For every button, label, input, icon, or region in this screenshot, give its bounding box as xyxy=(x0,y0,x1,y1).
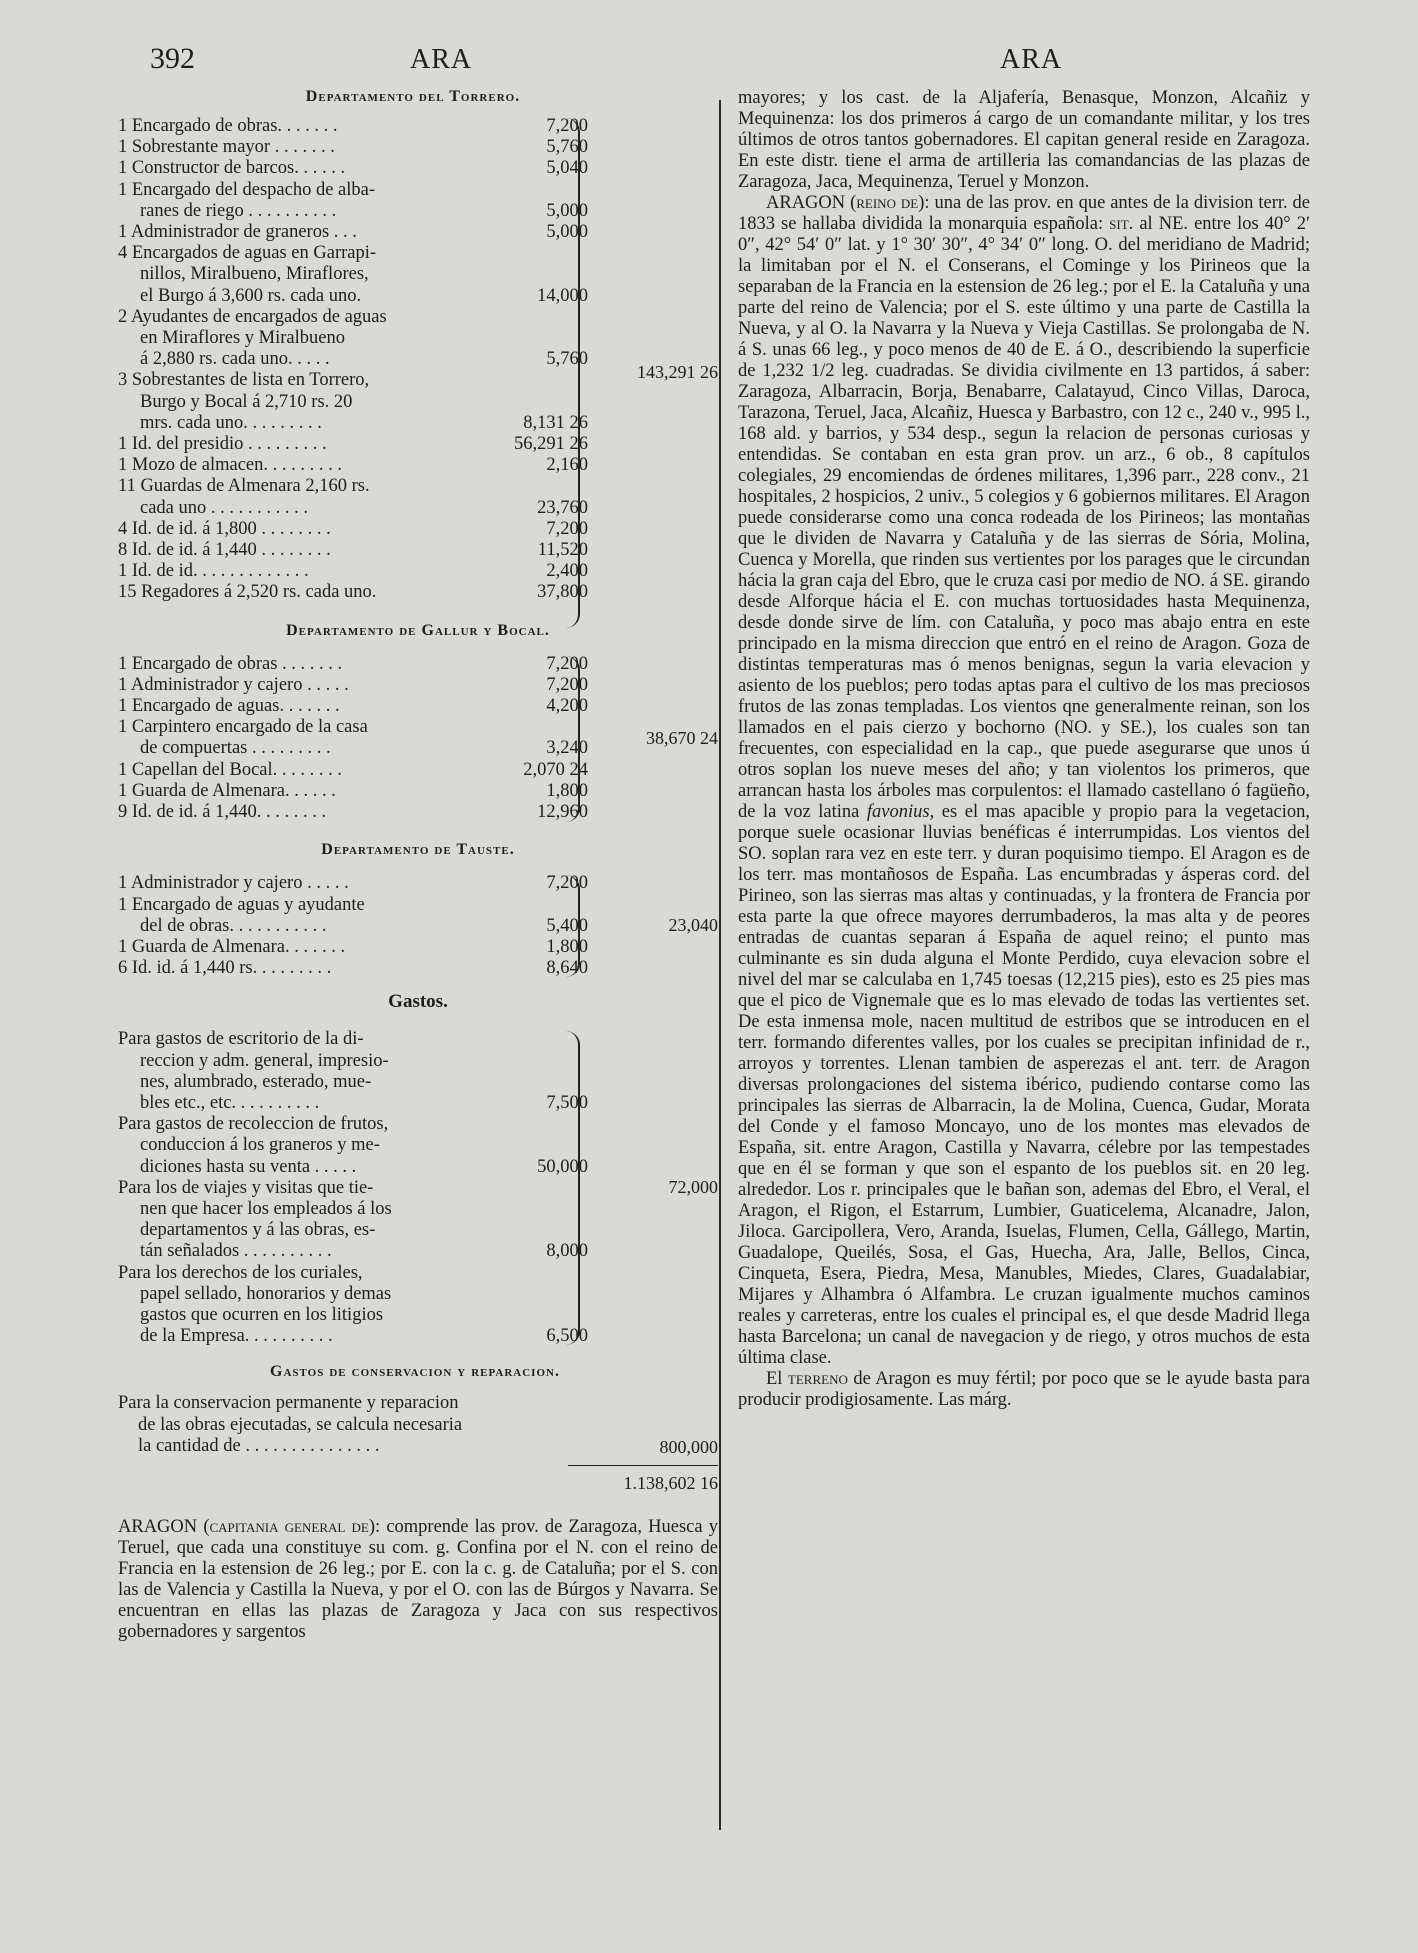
ledger-row-text: 3 Sobrestantes de lista en Torrero, xyxy=(118,370,370,391)
ledger-row-text: 1 Administrador y cajero . . . . . xyxy=(118,873,349,894)
ledger-row xyxy=(118,582,588,603)
ledger-row-text: Para gastos de escritorio de la di- xyxy=(118,1029,364,1050)
ledger-row-amount: 5,040 xyxy=(546,158,588,179)
ledger-row-amount: 14,000 xyxy=(537,285,588,306)
ledger-row-amount: 2,160 xyxy=(546,455,588,476)
terreno-paragraph xyxy=(738,1369,1310,1411)
conservacion-title: Gastos de conservacion y reparacion. xyxy=(270,1363,560,1381)
conservacion-line: Para la conservacion permanente y reparacion xyxy=(118,1393,459,1414)
ledger-row xyxy=(118,243,588,264)
ledger-row-amount: 8,640 xyxy=(546,958,588,979)
ledger-row-amount: 56,291 26 xyxy=(514,434,588,455)
ledger-row-text: 1 Sobrestante mayor . . . . . . . xyxy=(118,137,335,158)
gallur-brace xyxy=(562,656,580,822)
ledger-row-text: 1 Capellan del Bocal. . . . . . . . xyxy=(118,759,343,780)
ledger-row xyxy=(118,1093,588,1114)
ledger-row-amount: 7,200 xyxy=(546,116,588,136)
ledger-row-amount: 7,500 xyxy=(546,1092,588,1113)
ledger-row-amount: 5,400 xyxy=(546,915,588,936)
ledger-row xyxy=(118,1199,588,1220)
gastos-brace xyxy=(562,1031,580,1345)
ledger-row-amount: 5,760 xyxy=(546,137,588,158)
terreno-term: terreno xyxy=(787,1369,848,1389)
favonius-word: favonius xyxy=(866,802,930,822)
conservacion-line: la cantidad de . . . . . . . . . . . . . . . xyxy=(138,1435,380,1456)
ledger-row-amount: 6,500 xyxy=(546,1326,588,1347)
torrero-rows xyxy=(118,116,588,604)
grand-total: 1.138,602 16 xyxy=(623,1473,718,1494)
ledger-row-amount: 8,000 xyxy=(546,1241,588,1262)
ledger-row-text: nen que hacer los empleados á los xyxy=(140,1198,392,1219)
ledger-row xyxy=(118,286,588,307)
ledger-row-text: 1 Id. de id. . . . . . . . . . . . . xyxy=(118,561,309,582)
ledger-row-amount: 2,070 24 xyxy=(523,759,588,780)
ledger-row xyxy=(118,476,588,497)
ledger-row xyxy=(118,307,588,328)
ledger-row-text: 1 Guarda de Almenara. . . . . . . xyxy=(118,936,346,957)
ledger-row-amount: 7,200 xyxy=(546,873,588,894)
ledger-row-text: conduccion á los graneros y me- xyxy=(140,1135,380,1156)
ledger-row-text: tán señalados . . . . . . . . . . xyxy=(140,1241,332,1262)
reino-qualifier: (reino de): xyxy=(850,193,930,213)
ledger-row xyxy=(118,349,588,370)
ledger-row-amount: 2,400 xyxy=(546,561,588,582)
reino-text-b: al NE. entre los 40° 2′ 0″, 42° 54′ 0″ lat. y 1° 30′ 30″, 4° 34′ 0″ long. O. del meridiano de Madrid; la limitaban por el N. el Conserans, el Cominge y los Pirineos que la separaban de la Francia en la estension de 26 leg.; por el E. la Cataluña y una parte del reino de Valencia; por el S. este último y una parte de Castilla la Nueva, y al O. la Navarra y la Nueva y Vieja Castillas. Se prolongaba de N. á S. unas 66 leg., y poco menos de 40 de E. á O., describiendo la superficie de 1,232 1/2 leg. cuadradas. Se dividia civilmente en 13 partidos, á saber: Zaragoza, Albarracin, Borja, Benabarre, Calatayud, Cinco Villas, Daroca, Tarazona, Teruel, Jaca, Alcañiz, Huesca y Barbastro, con 12 c., 240 v., 995 l., 168 ald. y barrios, y 534 desp., segun la relacion de personas curiosas y entendidas. Se contaban en esta gran prov. un arz., 6 ob., 8 capítulos colegiales, 29 encomiendas de órdenes militares, 1,396 parr., 228 conv., 21 hospitales, 2 hospicios, 2 univ., 5 colegios y 6 gobiernos militares. El Aragon puede considerarse como una conca rodeada de los Pirineos; las montañas que le dividen de Navarra y Cataluña y de las sierras de Sória, Molina, Cuenca y Morella, que rinden sus vertientes por los parages que le circundan hácia la gran caja del Ebro, que le cruza casi por medio de NO. á SE. girando desde Alforque hácia el E. con muchas tortuosidades hasta Mequinenza, desde donde sirve de lím. con Cataluña, y poco mas abajo entra en este principado en la misma direccion que entró en el reino de Aragon. Goza de distintas temperaturas mas ó menos benignas, segun la varia elevacion y asiento de los pueblos; pero todas aptas para el cultivo de los mas preciosos frutos de las zonas templadas. Los vientos qne generalmente reinan, son los llamados en el pais cierzo y bochorno (NO. y SE.), los cuales son tan frecuentes, con especialidad en la cap., que puede asegurarse que unos ú otros soplan los nueve meses del año; y tan violentos los primeros, que arrancan hasta los árboles mas corpulentos: el llamado castellano ó fagüeño, de la voz latina xyxy=(738,214,1310,822)
ledger-row xyxy=(118,158,588,179)
ledger-row xyxy=(118,781,588,802)
ledger-row-text: 1 Administrador de graneros . . . xyxy=(118,222,357,243)
ledger-row xyxy=(118,1178,588,1199)
ledger-row-text: 4 Encargados de aguas en Garrapi- xyxy=(118,243,377,264)
ledger-row xyxy=(118,738,588,759)
ledger-row-text: 1 Guarda de Almenara. . . . . . xyxy=(118,780,336,801)
gastos-rows xyxy=(118,1029,588,1347)
ledger-row-text: gastos que ocurren en los litigios xyxy=(140,1304,384,1325)
ledger-row xyxy=(118,540,588,561)
ledger-row xyxy=(118,413,588,434)
reino-text-c: , es el mas apacible y propio para la vegetacion, porque suele ocasionar lluvias benéficas é interrumpidas. Los vientos del SO. soplan rara vez en este terr. y duran poquisimo tiempo. El Aragon es de los terr. mas montañosos de España. Las encumbradas y ásperas cord. del Pirineo, son las sierras mas altas y continuadas, y la frontera de Francia por esta parte la que ofrece mayores derrumbaderos, la mas alta y de peores entradas de cuantas separan á España de aquel reino; el punto mas culminante es sin duda alguna el Monte Perdido, cuya elevacion sobre el nivel del mar se calculaba en 1,745 toesas (12,215 pies), esto es 25 pies mas que el pico de Vignemale que es lo mas elevado de todas las vertientes set. De esta inmensa mole, nacen multitud de estribos que se introducen en el terr. formando diferentes valles, por los cuales se precipitan infinidad de r., arroyos y torrentes. Llenan tambien de asperezas el ant. terr. de Aragon diversas prolongaciones del sistema ibérico, pudiendo contarse como las principales las sierras de Albarracin, la de Molina, Cuenca, Gudar, Morata del Conde y el famoso Moncayo, uno de los montes mas elevados de España, sit. entre Aragon, Castilla y Navarra, célebre por las tempestades que en él se forman y que son el espanto de los pueblos sit. en 20 leg. alrededor. Los r. principales que le bañan son, ademas del Ebro, el Veral, el Aragon, el Rigon, el Estarrum, Lumbier, Guaticelema, Alcanadre, Jalon, Jiloca. Garcipollera, Vero, Aranda, Isuelas, Flumen, Cella, Gállego, Martin, Guadalope, Queilés, Sosa, el Gas, Huecha, Ara, Jalle, Bellos, Cinca, Cinqueta, Esera, Piedra, Mesa, Manubles, Miedes, Clares, Guadalabiar, Mijares y Alhambra ó Alfambra. Le cruzan igualmente muchos caminos reales y carreteras, entre los cuales el principal es, el que desde Madrid llega hasta Barcelona; un canal de navegacion y de riego, y otros muchos de esta última clase. xyxy=(738,802,1311,1368)
ledger-row xyxy=(118,264,588,285)
ledger-row-text: de la Empresa. . . . . . . . . . xyxy=(140,1326,333,1347)
ledger-row-text: 15 Regadores á 2,520 rs. cada uno. xyxy=(118,582,377,603)
ledger-row xyxy=(118,222,588,243)
ledger-row xyxy=(118,873,588,894)
running-head-right: ARA xyxy=(1000,44,1063,75)
ledger-row xyxy=(118,802,588,823)
gallur-section xyxy=(118,654,718,824)
ledger-row xyxy=(118,116,588,137)
ledger-row xyxy=(118,137,588,158)
reino-term: ARAGON xyxy=(766,193,846,213)
ledger-row-text: papel sellado, honorarios y demas xyxy=(140,1283,392,1304)
ledger-row-text: cada uno . . . . . . . . . . . xyxy=(140,497,309,518)
ledger-row-amount: 7,200 xyxy=(546,674,588,695)
ledger-row-amount: 4,200 xyxy=(546,696,588,717)
ledger-row-text: 11 Guardas de Almenara 2,160 rs. xyxy=(118,476,370,497)
ledger-row xyxy=(118,1157,588,1178)
ledger-row-text: 1 Encargado de obras. . . . . . . xyxy=(118,116,338,136)
tauste-title: Departamento de Tauste. xyxy=(321,841,515,859)
ledger-row xyxy=(118,1072,588,1093)
tauste-total: 23,040 xyxy=(668,915,718,936)
terreno-text-b: de Aragon es muy fértil; por poco que se le ayude basta para producir prodigiosamente. Las márg. xyxy=(738,1369,1311,1410)
conservacion-text xyxy=(118,1393,588,1457)
ledger-row xyxy=(118,180,588,201)
ledger-row xyxy=(118,916,588,937)
ledger-row-text: 9 Id. de id. á 1,440. . . . . . . . xyxy=(118,802,327,823)
ledger-row xyxy=(118,1326,588,1347)
ledger-row-amount: 7,200 xyxy=(546,653,588,674)
ledger-row-amount: 8,131 26 xyxy=(523,412,588,433)
tauste-section xyxy=(118,873,718,979)
sit-label: sit. xyxy=(1109,214,1134,234)
gastos-section xyxy=(118,1029,718,1347)
ledger-row xyxy=(118,498,588,519)
ledger-row-text: diciones hasta su venta . . . . . xyxy=(140,1156,357,1177)
ledger-row-amount: 5,000 xyxy=(546,200,588,221)
ledger-row xyxy=(118,717,588,738)
ledger-row-text: ranes de riego . . . . . . . . . . xyxy=(140,200,337,221)
ledger-row xyxy=(118,895,588,916)
ledger-row-text: á 2,880 rs. cada uno. . . . . xyxy=(140,349,330,370)
ledger-row xyxy=(118,561,588,582)
ledger-row-text: reccion y adm. general, impresio- xyxy=(140,1050,389,1071)
ledger-row-text: nillos, Miralbueno, Miraflores, xyxy=(140,264,369,285)
ledger-row-text: nes, alumbrado, esterado, mue- xyxy=(140,1071,372,1092)
ledger-row-text: 2 Ayudantes de encargados de aguas xyxy=(118,306,387,327)
ledger-row-amount: 5,760 xyxy=(546,349,588,370)
ledger-row-text: 1 Mozo de almacen. . . . . . . . . xyxy=(118,455,342,476)
gallur-rows xyxy=(118,654,588,824)
ledger-row-amount: 11,520 xyxy=(537,540,588,561)
gallur-title: Departamento de Gallur y Bocal. xyxy=(286,621,550,639)
ledger-row xyxy=(118,455,588,476)
gastos-total: 72,000 xyxy=(668,1177,718,1198)
ledger-row xyxy=(118,1114,588,1135)
ledger-row-text: 1 Encargado de aguas. . . . . . . xyxy=(118,696,340,717)
grand-total-rule xyxy=(568,1465,718,1466)
ledger-row-text: Para los de viajes y visitas que tie- xyxy=(118,1177,374,1198)
torrero-section xyxy=(118,116,718,604)
ledger-row xyxy=(118,937,588,958)
ledger-row-text: en Miraflores y Miralbueno xyxy=(140,328,345,349)
ledger-row xyxy=(118,675,588,696)
running-head-left: ARA xyxy=(410,44,473,75)
page-number: 392 xyxy=(150,42,195,75)
ledger-row-amount: 23,760 xyxy=(537,497,588,518)
ledger-row-text: 1 Encargado de obras . . . . . . . xyxy=(118,653,343,674)
ledger-row xyxy=(118,1051,588,1072)
ledger-row-amount: 3,240 xyxy=(546,738,588,759)
reino-paragraph xyxy=(738,193,1310,1369)
conservacion-section xyxy=(118,1393,718,1503)
conservacion-line: de las obras ejecutadas, se calcula necesaria xyxy=(138,1414,463,1435)
reino-text-a: una de las prov. en que antes de la division terr. de 1833 se hallaba dividida la monarquia española: xyxy=(738,193,1311,234)
ledger-row xyxy=(118,1305,588,1326)
ledger-row-text: Para los derechos de los curiales, xyxy=(118,1262,363,1283)
torrero-brace xyxy=(562,118,580,628)
ledger-row-text: departamentos y á las obras, es- xyxy=(140,1220,376,1241)
torrero-total: 143,291 26 xyxy=(637,362,718,382)
terreno-text-a: El xyxy=(766,1369,783,1389)
ledger-row-text: 1 Carpintero encargado de la casa xyxy=(118,717,368,738)
ledger-row-text: 1 Administrador y cajero . . . . . xyxy=(118,674,349,695)
ledger-row-text: 4 Id. de id. á 1,800 . . . . . . . . xyxy=(118,518,331,539)
ledger-row xyxy=(118,1135,588,1156)
ledger-row-text: de compuertas . . . . . . . . . xyxy=(140,738,331,759)
ledger-row-text: Para gastos de recoleccion de frutos, xyxy=(118,1114,389,1135)
torrero-title: Departamento del Torrero. xyxy=(305,88,521,105)
ledger-row-text: 1 Id. del presidio . . . . . . . . . xyxy=(118,434,327,455)
ledger-row-amount: 12,960 xyxy=(537,802,588,823)
capitania-paragraph xyxy=(118,1517,718,1643)
ledger-row xyxy=(118,370,588,391)
ledger-row xyxy=(118,696,588,717)
ledger-row xyxy=(118,1284,588,1305)
ledger-row-text: del de obras. . . . . . . . . . . xyxy=(140,915,327,936)
ledger-row xyxy=(118,1220,588,1241)
ledger-row-text: bles etc., etc. . . . . . . . . . xyxy=(140,1092,320,1113)
ledger-row-text: mrs. cada uno. . . . . . . . . xyxy=(140,412,322,433)
column-divider xyxy=(719,100,721,1830)
ledger-row-text: 1 Encargado del despacho de alba- xyxy=(118,179,376,200)
ledger-row xyxy=(118,654,588,675)
ledger-row-amount: 7,200 xyxy=(546,518,588,539)
gallur-total: 38,670 24 xyxy=(646,727,718,748)
ledger-row-text: 6 Id. id. á 1,440 rs. . . . . . . . . xyxy=(118,958,332,979)
ledger-row-amount: 1,800 xyxy=(546,936,588,957)
ledger-row-text: Burgo y Bocal á 2,710 rs. 20 xyxy=(140,391,353,412)
ledger-row xyxy=(118,1029,588,1050)
ledger-row xyxy=(118,392,588,413)
ledger-row-text: 8 Id. de id. á 1,440 . . . . . . . . xyxy=(118,540,331,561)
ledger-row xyxy=(118,328,588,349)
ledger-row-amount: 37,800 xyxy=(537,582,588,603)
ledger-row xyxy=(118,434,588,455)
right-paragraph-1: mayores; y los cast. de la Aljafería, Benasque, Monzon, Alcañiz y Mequinenza: los dos primeros á cargo de un comandante militar, y los tres últimos de otros tantos gobernadores. El capitan general reside en Zaragoza. En este distr. tiene el arma de artilleria las comandancias de las plazas de Zaragoza, Jaca, Mequinenza, Teruel y Monzon. xyxy=(738,88,1310,192)
ledger-row-amount: 1,800 xyxy=(546,780,588,801)
gastos-title: Gastos. xyxy=(388,991,448,1013)
ledger-row xyxy=(118,201,588,222)
ledger-row xyxy=(118,1241,588,1262)
right-column xyxy=(738,88,1310,1411)
ledger-row-amount: 50,000 xyxy=(537,1156,588,1177)
tauste-brace xyxy=(562,875,580,977)
tauste-rows xyxy=(118,873,588,979)
ledger-row xyxy=(118,958,588,979)
ledger-row xyxy=(118,1263,588,1284)
ledger-row-text: 1 Encargado de aguas y ayudante xyxy=(118,894,365,915)
ledger-row xyxy=(118,760,588,781)
ledger-row-text: 1 Constructor de barcos. . . . . . xyxy=(118,158,346,179)
conservacion-total: 800,000 xyxy=(659,1437,718,1458)
capitania-term: ARAGON xyxy=(118,1517,198,1538)
capitania-qualifier: (capitania general de): xyxy=(203,1517,381,1538)
ledger-row-amount: 5,000 xyxy=(546,222,588,243)
ledger-row-text: el Burgo á 3,600 rs. cada uno. xyxy=(140,285,362,306)
left-column xyxy=(118,88,718,1643)
ledger-row xyxy=(118,519,588,540)
capitania-text: comprende las prov. de Zaragoza, Huesca y Teruel, que cada una constituye su com. g. Confina por el N. con el reino de Francia en la estension de 26 leg.; por E. con la c. g. de Cataluña; por el S. con las de Valencia y Castilla la Nueva, y por el O. con las de Búrgos y Navarra. Se encuentran en ellas las plazas de Zaragoza y Jaca con sus respectivos gobernadores y sargentos xyxy=(118,1517,719,1643)
